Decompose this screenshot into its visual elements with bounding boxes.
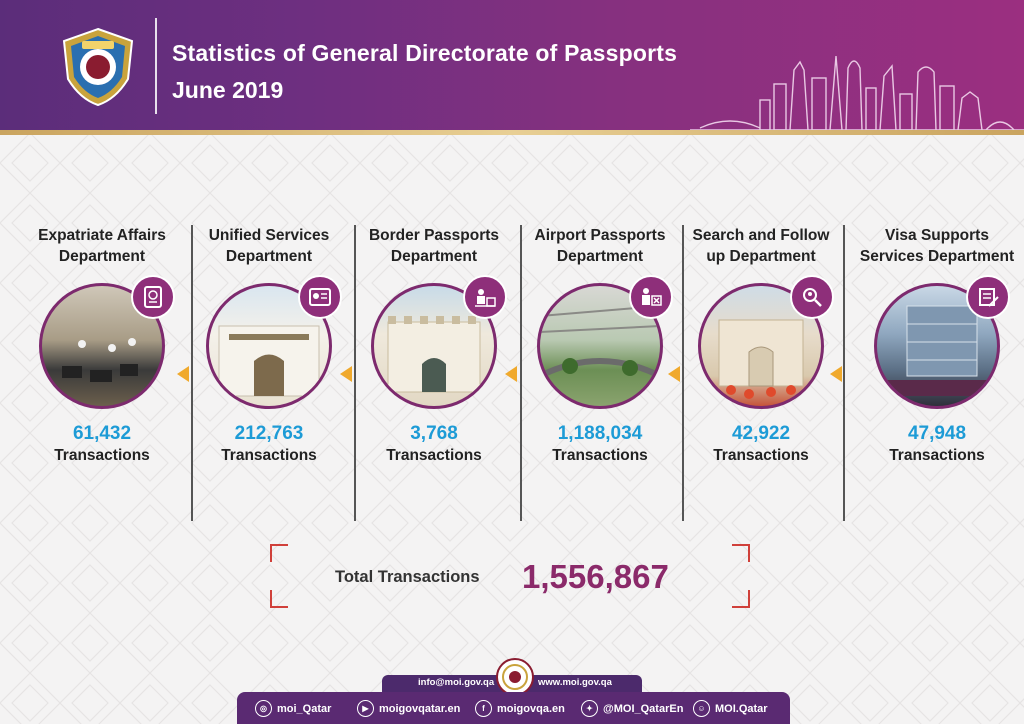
department-card xyxy=(520,225,680,465)
department-card xyxy=(189,225,349,465)
total-label: Total Transactions xyxy=(335,568,480,586)
page-subtitle: June 2019 xyxy=(172,77,284,103)
youtube-icon: ▶ xyxy=(357,700,374,717)
total-value: 1,556,867 xyxy=(522,558,669,595)
header-divider xyxy=(155,18,157,114)
transaction-count: 61,432 xyxy=(72,423,132,444)
social-twitter[interactable] xyxy=(581,700,683,717)
department-photo xyxy=(39,283,165,409)
search-person-icon xyxy=(790,275,834,319)
social-handle: @MOI_QatarEn xyxy=(603,702,684,715)
state-seal-logo xyxy=(496,658,534,696)
transaction-unit: Transactions xyxy=(54,447,150,464)
flow-arrow-icon xyxy=(340,366,352,382)
social-facebook[interactable] xyxy=(475,700,565,717)
department-photo xyxy=(698,283,824,409)
department-photo xyxy=(371,283,497,409)
department-name: Expatriate Affairs Department xyxy=(38,227,166,265)
facebook-icon: f xyxy=(475,700,492,717)
social-handle: moigovqatar.en xyxy=(379,702,461,715)
department-photo xyxy=(874,283,1000,409)
transaction-count: 42,922 xyxy=(731,423,791,444)
department-name: Unified Services Department xyxy=(208,227,330,265)
social-handle: moi_Qatar xyxy=(277,702,332,715)
transaction-count: 212,763 xyxy=(234,423,304,444)
department-photo xyxy=(537,283,663,409)
transaction-count: 3,768 xyxy=(410,423,458,444)
transaction-count: 1,188,034 xyxy=(557,423,643,444)
department-card xyxy=(22,225,182,465)
footer-website[interactable]: www.moi.gov.qa xyxy=(538,677,612,688)
passport-icon xyxy=(131,275,175,319)
transaction-unit: Transactions xyxy=(889,447,985,464)
department-name: Airport Passports Department xyxy=(534,227,666,265)
department-card xyxy=(354,225,514,465)
transaction-unit: Transactions xyxy=(552,447,648,464)
footer-social-bar xyxy=(237,692,790,724)
doha-skyline-illustration xyxy=(690,48,1024,130)
transaction-unit: Transactions xyxy=(221,447,317,464)
instagram-icon: ◎ xyxy=(255,700,272,717)
transaction-unit: Transactions xyxy=(386,447,482,464)
department-photo xyxy=(206,283,332,409)
department-name: Search and Follow up Department xyxy=(692,227,830,265)
department-name: Visa Supports Services Department xyxy=(859,227,1015,265)
airport-officer-icon xyxy=(629,275,673,319)
twitter-icon: ✦ xyxy=(581,700,598,717)
visa-document-icon xyxy=(966,275,1010,319)
department-name: Border Passports Department xyxy=(368,227,500,265)
social-handle: MOI.Qatar xyxy=(715,702,768,715)
footer-email[interactable]: info@moi.gov.qa xyxy=(418,677,495,688)
ministry-logo xyxy=(58,27,138,107)
column-divider xyxy=(843,225,845,521)
flow-arrow-icon xyxy=(505,366,517,382)
social-youtube[interactable] xyxy=(357,700,460,717)
snapchat-icon: ☺ xyxy=(693,700,710,717)
transaction-count: 47,948 xyxy=(907,423,967,444)
transaction-unit: Transactions xyxy=(713,447,809,464)
id-card-icon xyxy=(298,275,342,319)
page-title: Statistics of General Directorate of Passports xyxy=(172,40,678,66)
department-card xyxy=(855,225,1019,465)
social-instagram[interactable] xyxy=(255,700,331,717)
department-card xyxy=(681,225,841,465)
social-snapchat[interactable] xyxy=(693,700,768,717)
flow-arrow-icon xyxy=(668,366,680,382)
social-handle: moigovqa.en xyxy=(497,702,565,715)
flow-arrow-icon xyxy=(830,366,842,382)
header-gold-strip xyxy=(0,130,1024,135)
border-officer-icon xyxy=(463,275,507,319)
flow-arrow-icon xyxy=(177,366,189,382)
